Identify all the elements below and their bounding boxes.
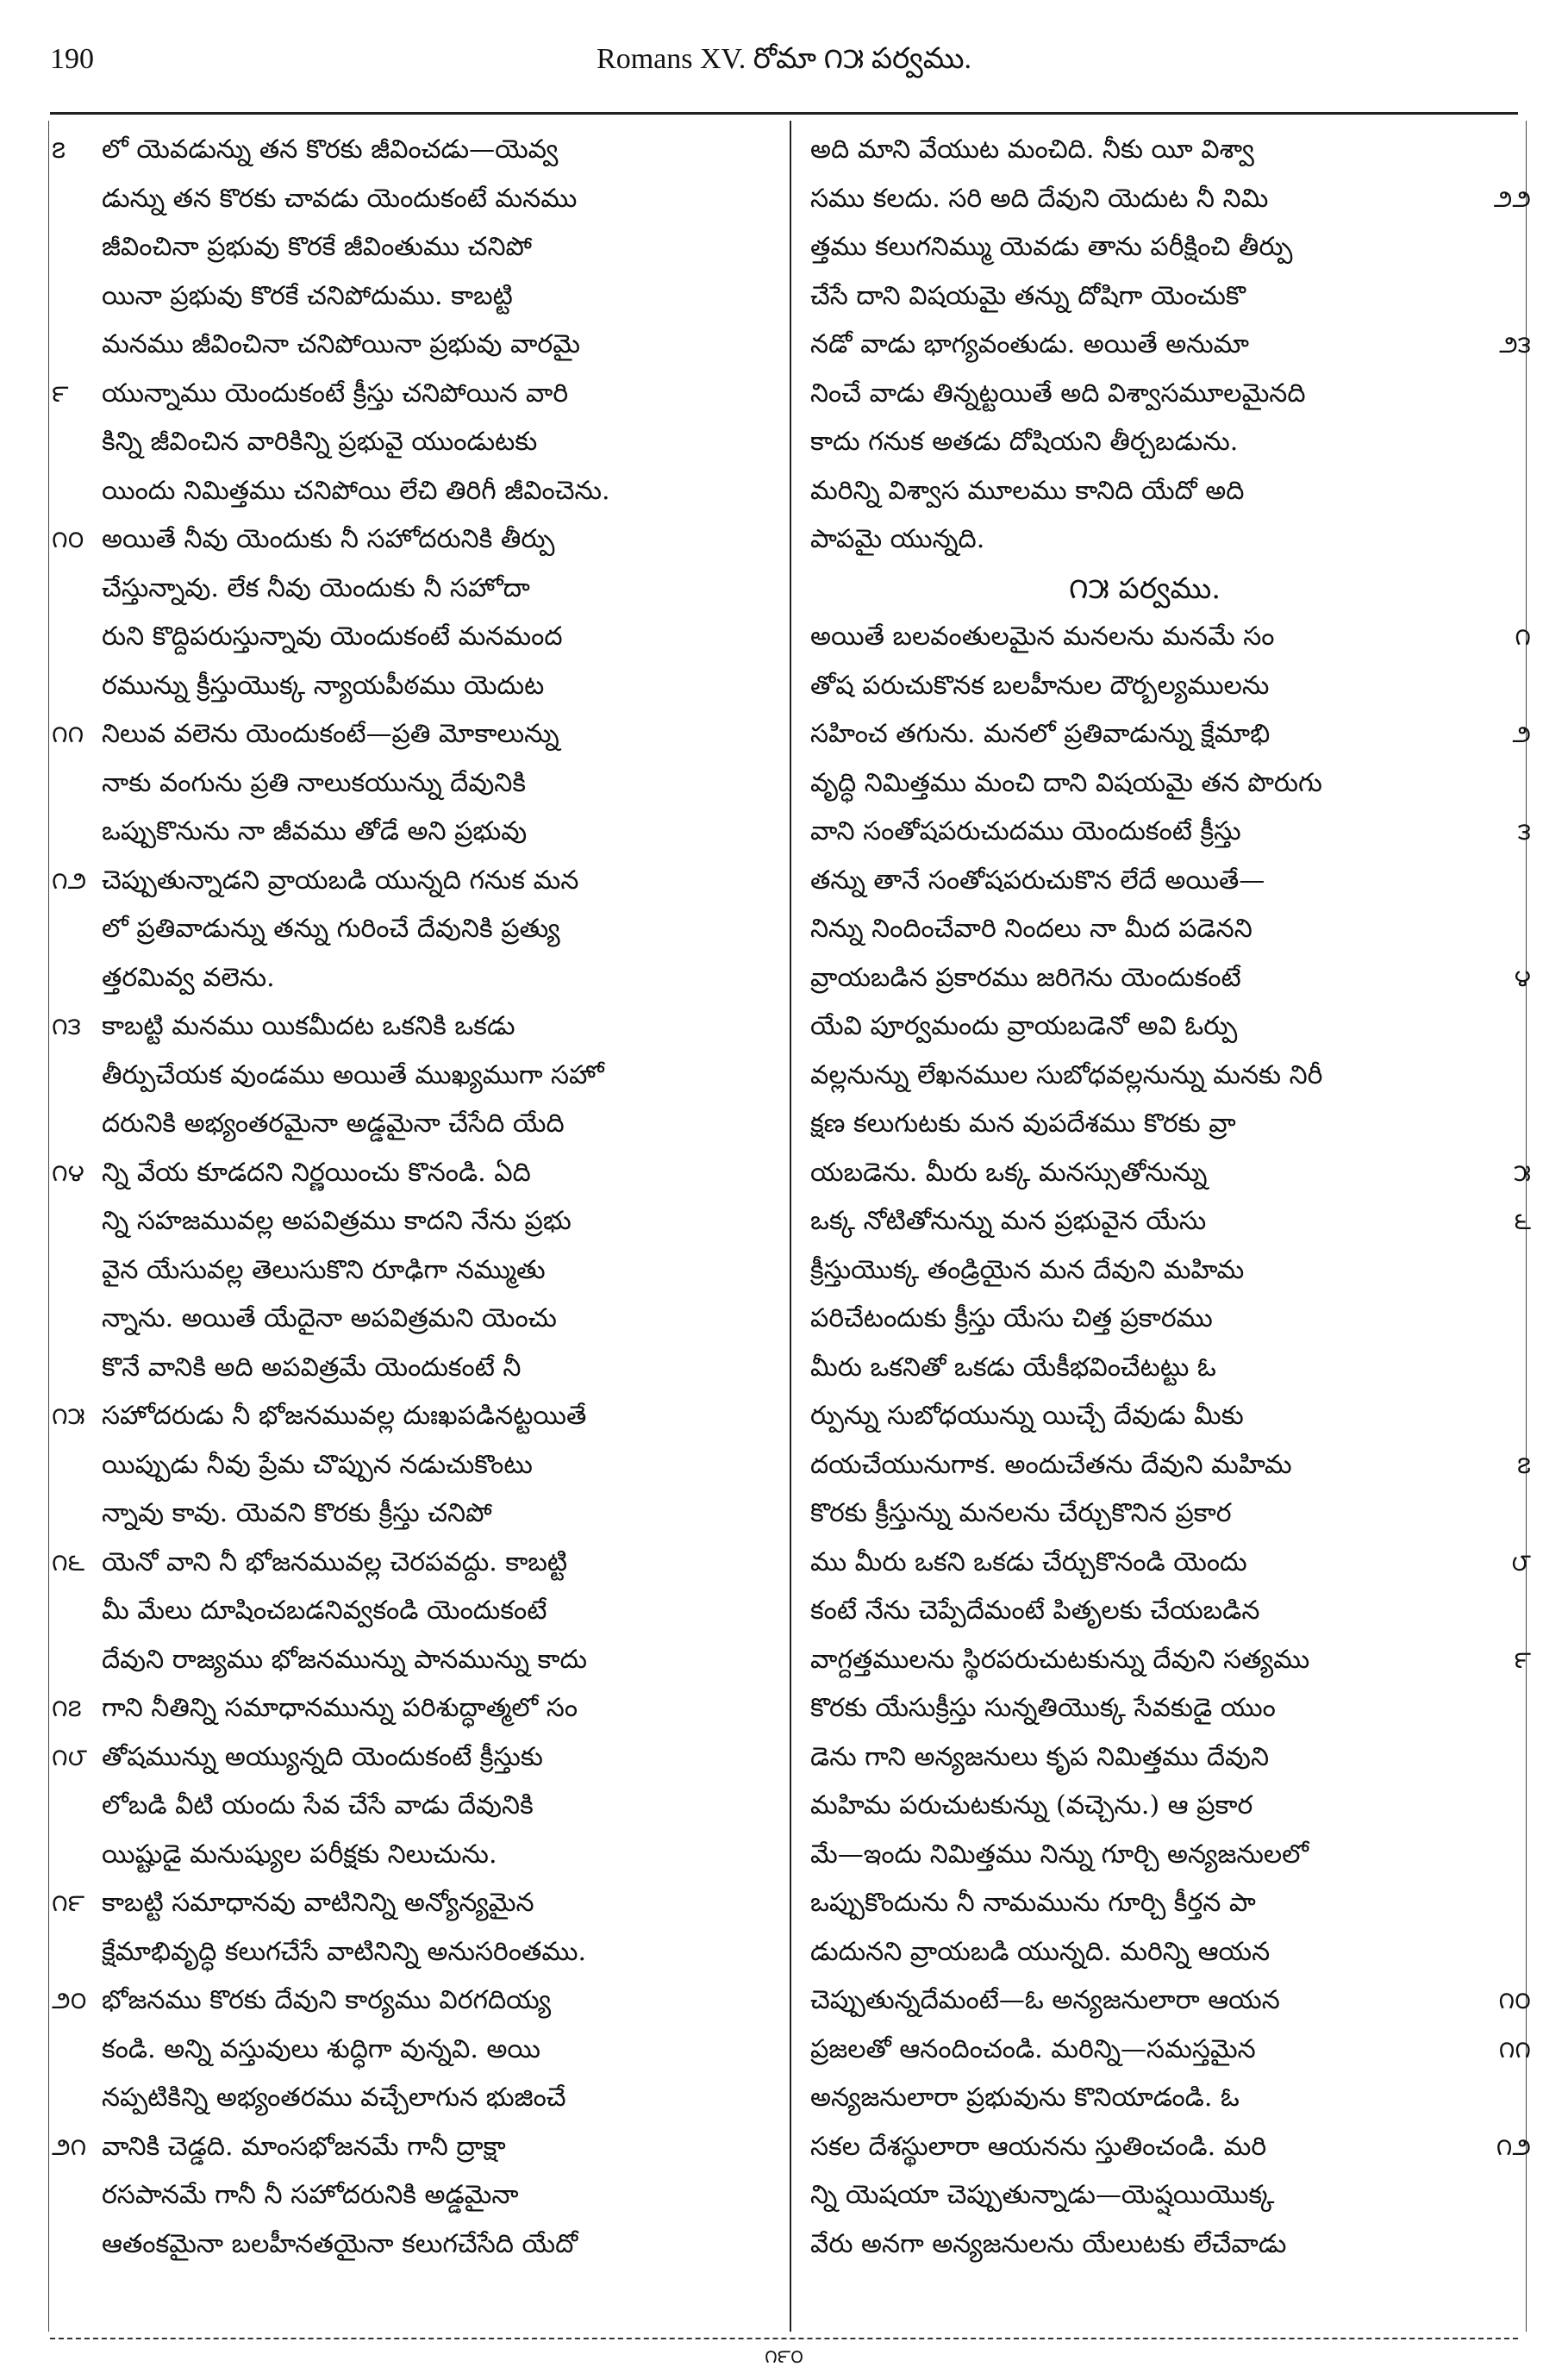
line-text: లో యెవడున్ను తన కొరకు జీవించడు—యెవ్వ bbox=[102, 134, 559, 165]
text-line bbox=[800, 1976, 1531, 2026]
line-text: డుదునని వ్రాయబడి యున్నది. మరిన్ని ఆయన bbox=[810, 1936, 1271, 1967]
line-text: కండి. అన్ని వస్తువులు శుద్ధిగా వున్నవి. అయి bbox=[102, 2033, 540, 2064]
line-text: వల్లనున్ను లేఖనముల సుబోధవల్లనున్ను మనకు నిరీ bbox=[810, 1059, 1323, 1090]
text-line bbox=[800, 1539, 1531, 1588]
line-text: దరునికి అభ్యంతరమైనా అడ్డమైనా చేసేది యేది bbox=[102, 1108, 565, 1139]
line-text: న్నాను. అయితే యేదైనా అపవిత్రమని యెంచు bbox=[102, 1303, 557, 1333]
text-line bbox=[52, 2123, 783, 2172]
verse-number: ౧౯ bbox=[52, 1889, 85, 1917]
line-text: మీరు ఒకనితో ఒకడు యేకీభవించేటట్టు ఓ bbox=[810, 1352, 1216, 1383]
line-text: న్ని వేయ కూడదని నిర్ణయించు కొనండి. ఏది bbox=[102, 1157, 531, 1188]
footer-rule bbox=[50, 2338, 1518, 2339]
text-line bbox=[52, 1831, 783, 1880]
text-line bbox=[52, 370, 783, 419]
verse-number: ౭ bbox=[1516, 1450, 1531, 1479]
line-text: ౧౫ పర్వము. bbox=[1068, 571, 1221, 606]
text-line bbox=[800, 370, 1531, 419]
line-text: సహించ తగును. మనలో ప్రతివాడున్ను క్షేమాభి bbox=[810, 719, 1271, 749]
text-line bbox=[52, 1733, 783, 1783]
text-line bbox=[800, 1149, 1531, 1198]
verse-number: ౧౨ bbox=[52, 865, 87, 895]
text-line bbox=[52, 905, 783, 954]
line-text: వ్రాయబడిన ప్రకారము జరిగెను యెందుకంటే bbox=[810, 962, 1241, 993]
text-line bbox=[52, 1636, 783, 1685]
text-line bbox=[800, 1636, 1531, 1685]
line-text: ఒక్క నోటితోనున్ను మన ప్రభువైన యేసు bbox=[810, 1206, 1207, 1236]
text-line bbox=[800, 1246, 1531, 1296]
text-line bbox=[52, 1197, 783, 1246]
line-text: దయచేయునుగాక. అందుచేతను దేవుని మహిమ bbox=[810, 1449, 1292, 1480]
text-line bbox=[52, 2074, 783, 2123]
text-line bbox=[800, 1879, 1531, 1928]
line-text: ఒప్పుకొనును నా జీవము తోడే అని ప్రభువు bbox=[102, 816, 528, 846]
text-line bbox=[800, 1831, 1531, 1880]
text-line bbox=[52, 1684, 783, 1733]
line-text: కాబట్టి మనము యికమీదట ఒకనికి ఒకడు bbox=[102, 1011, 515, 1041]
text-line bbox=[52, 2026, 783, 2075]
line-text: ర్పున్ను సుబోధయున్ను యిచ్చే దేవుడు మీకు bbox=[810, 1401, 1244, 1431]
column-divider bbox=[790, 121, 791, 2332]
line-text: అయితే బలవంతులమైన మనలను మనమే సం bbox=[810, 621, 1275, 652]
line-text: నిన్ను నిందించేవారి నిందలు నా మీద పడెనని bbox=[810, 914, 1253, 944]
verse-number: ౬ bbox=[1514, 1207, 1531, 1235]
text-line bbox=[800, 857, 1531, 906]
line-text: డున్ను తన కొరకు చావడు యెందుకంటే మనము bbox=[102, 183, 578, 214]
signature-mark: ౧౯౦ bbox=[765, 2346, 803, 2368]
line-text: జీవించినా ప్రభువు కొరకే జీవింతుము చనిపో bbox=[102, 232, 533, 262]
verse-number: ౧౫ bbox=[52, 1402, 85, 1430]
text-line bbox=[52, 2220, 783, 2270]
text-line bbox=[800, 1489, 1531, 1539]
text-line bbox=[52, 1002, 783, 1052]
text-line bbox=[52, 1344, 783, 1393]
line-text: యిష్టుడై మనుష్యుల పరీక్షకు నిలుచును. bbox=[102, 1839, 497, 1870]
verse-number: ౨౦ bbox=[52, 1986, 87, 2014]
line-text: తోషమున్ను అయ్యున్నది యెందుకంటే క్రీస్తుకు bbox=[102, 1741, 543, 1772]
text-line bbox=[800, 2123, 1531, 2172]
line-text: చెప్పుతున్నదేమంటే—ఓ అన్యజనులారా ఆయన bbox=[810, 1985, 1280, 2015]
line-text: రమున్ను క్రీస్తుయొక్క న్యాయపీఠము యెదుట bbox=[102, 670, 545, 701]
line-text: వేరు అనగా అన్యజనులను యేలుటకు లేచేవాడు bbox=[810, 2228, 1287, 2259]
text-line bbox=[52, 808, 783, 857]
line-text: వాగ్దత్తములను స్థిరపరుచుటకున్ను దేవుని సత్యము bbox=[810, 1644, 1310, 1675]
line-text: నిలువ వలెను యెందుకంటే—ప్రతి మోకాలున్ను bbox=[102, 719, 559, 749]
text-line bbox=[52, 1392, 783, 1441]
verse-number: ౨౨ bbox=[1493, 184, 1531, 213]
text-line bbox=[800, 321, 1531, 370]
line-text: కాదు గనుక అతడు దోషియని తీర్చబడును. bbox=[810, 427, 1239, 457]
line-text: యున్నాము యెందుకంటే క్రీస్తు చనిపోయిన వారి bbox=[102, 378, 569, 409]
line-text: ఒప్పుకొందును నీ నామమును గూర్చి కీర్తన పా bbox=[810, 1888, 1256, 1918]
line-text: రసపానమే గానీ నీ సహోదరునికి అడ్డమైనా bbox=[102, 2180, 519, 2210]
line-text: డెను గాని అన్యజనులు కృప నిమిత్తము దేవుని bbox=[810, 1741, 1270, 1772]
line-text: న్ని సహజమువల్ల అపవిత్రము కాదని నేను ప్రభు bbox=[102, 1206, 572, 1236]
line-text: న్ని యెషయా చెప్పుతున్నాడు—యెష్షయియొక్క bbox=[810, 2180, 1275, 2210]
line-text: యెనో వాని నీ భోజనమువల్ల చెరపవద్దు. కాబట్టి bbox=[102, 1546, 568, 1577]
text-line bbox=[800, 662, 1531, 711]
line-text: భోజనము కొరకు దేవుని కార్యము విరగదియ్య bbox=[102, 1985, 552, 2015]
line-text: క్షేమాభివృద్ధి కలుగచేసే వాటినిన్ని అనుసరింతము. bbox=[102, 1936, 587, 1967]
verse-number: ౧౪ bbox=[52, 1158, 84, 1187]
text-line bbox=[800, 2074, 1531, 2123]
line-text: సము కలదు. సరి అది దేవుని యెదుట నీ నిమి bbox=[810, 183, 1269, 214]
line-text: కొరకు యేసుక్రీస్తు సున్నతియొక్క సేవకుడై యుం bbox=[810, 1693, 1276, 1723]
verse-number: ౧౮ bbox=[52, 1742, 88, 1771]
text-line bbox=[800, 759, 1531, 809]
line-text: నడో వాడు భాగ్యవంతుడు. అయితే అనుమా bbox=[810, 329, 1250, 359]
line-text: నించే వాడు తిన్నట్టయితే అది విశ్వాసమూలమైనది bbox=[810, 378, 1306, 409]
line-text: తోష పరుచుకొనక బలహీనుల దౌర్బల్యములను bbox=[810, 670, 1270, 701]
text-line bbox=[52, 175, 783, 224]
right-column bbox=[800, 126, 1531, 2332]
page-header bbox=[50, 43, 1518, 103]
verse-number: ౮ bbox=[1511, 1547, 1531, 1577]
line-text: గాని నీతిన్ని సమాధానమున్ను పరిశుద్ధాత్మలో సం bbox=[102, 1693, 578, 1723]
verse-number: ౯ bbox=[52, 378, 69, 408]
text-line bbox=[800, 223, 1531, 272]
line-text: నప్పటికిన్ని అభ్యంతరము వచ్చేలాగున భుజించే bbox=[102, 2083, 566, 2113]
line-text: క్షణ కలుగుటకు మన వుపదేశము కొరకు వ్రా bbox=[810, 1108, 1236, 1139]
text-line bbox=[800, 1344, 1531, 1393]
verse-number: ౧౭ bbox=[52, 1694, 82, 1722]
text-line bbox=[800, 1052, 1531, 1101]
line-text: నాకు వంగును ప్రతి నాలుకయున్ను దేవునికి bbox=[102, 767, 526, 798]
text-line bbox=[800, 1441, 1531, 1490]
line-text: పాపమై యున్నది. bbox=[810, 524, 985, 554]
line-text: యిప్పుడు నీవు ప్రేమ చొప్పున నడుచుకొంటు bbox=[102, 1449, 533, 1480]
line-text: మరిన్ని విశ్వాస మూలము కానిది యేదో అది bbox=[810, 475, 1245, 506]
text-line bbox=[800, 905, 1531, 954]
line-text: సహోదరుడు నీ భోజనమువల్ల దుఃఖపడినట్టయితే bbox=[102, 1401, 587, 1431]
text-line bbox=[800, 710, 1531, 759]
line-text: న్నావు కావు. యెవని కొరకు క్రీస్తు చనిపో bbox=[102, 1498, 492, 1528]
text-line bbox=[800, 954, 1531, 1003]
verse-number: ౧౧ bbox=[1498, 2034, 1531, 2064]
line-text: లో ప్రతివాడున్ను తన్ను గురించే దేవునికి ప్రత్యు bbox=[102, 914, 560, 944]
text-line bbox=[52, 613, 783, 662]
line-text: వైన యేసువల్ల తెలుసుకొని రూఢిగా నమ్ముతు bbox=[102, 1254, 546, 1285]
text-line bbox=[52, 1052, 783, 1101]
text-line bbox=[800, 1002, 1531, 1052]
line-text: కంటే నేను చెప్పేదేమంటే పితృలకు చేయబడిన bbox=[810, 1596, 1260, 1626]
text-line bbox=[52, 223, 783, 272]
line-text: యినా ప్రభువు కొరకే చనిపోదుము. కాబట్టి bbox=[102, 280, 513, 311]
verse-number: ౧౨ bbox=[1496, 2132, 1531, 2161]
text-line bbox=[800, 1100, 1531, 1149]
text-line bbox=[52, 126, 783, 175]
line-text: చేస్తున్నావు. లేక నీవు యెందుకు నీ సహోదా bbox=[102, 572, 530, 603]
text-line bbox=[52, 515, 783, 565]
line-text: ఆతంకమైనా బలహీనతయైనా కలుగచేసేది యేదో bbox=[102, 2228, 578, 2259]
line-text: యిందు నిమిత్తము చనిపోయి లేచి తిరిగీ జీవించెను. bbox=[102, 475, 610, 506]
text-line bbox=[52, 272, 783, 322]
line-text: ప్రజలతో ఆనందించండి. మరిన్ని—సమస్తమైన bbox=[810, 2033, 1256, 2064]
text-line bbox=[52, 467, 783, 516]
line-text: వృద్ధి నిమిత్తము మంచి దాని విషయమై తన పొరుగు bbox=[810, 767, 1322, 798]
verse-number: ౧౩ bbox=[52, 1012, 81, 1040]
verse-number: ౪ bbox=[1514, 963, 1531, 992]
page-number: 190 bbox=[50, 43, 94, 75]
text-line bbox=[800, 467, 1531, 516]
text-line bbox=[800, 1684, 1531, 1733]
line-text: కాబట్టి సమాధానవు వాటినిన్ని అన్యోన్యమైన bbox=[102, 1888, 534, 1918]
line-text: ము మీరు ఒకని ఒకడు చేర్చుకొనండి యెందు bbox=[810, 1546, 1247, 1577]
line-text: మీ మేలు దూషించబడనివ్వకండి యెందుకంటే bbox=[102, 1596, 547, 1626]
line-text: రుని కొద్దిపరుస్తున్నావు యెందుకంటే మనమంద bbox=[102, 621, 563, 652]
text-line bbox=[800, 2026, 1531, 2075]
text-line bbox=[52, 1928, 783, 1977]
text-line bbox=[52, 1587, 783, 1636]
line-text: యేవి పూర్వమందు వ్రాయబడెనో అవి ఓర్పు bbox=[810, 1011, 1238, 1041]
text-line bbox=[800, 613, 1531, 662]
text-line bbox=[800, 1733, 1531, 1783]
chapter-heading bbox=[800, 565, 1531, 614]
header-rule bbox=[50, 112, 1518, 115]
text-line bbox=[800, 1782, 1531, 1831]
text-line bbox=[52, 1539, 783, 1588]
line-text: దేవుని రాజ్యము భోజనమున్ను పానమున్ను కాదు bbox=[102, 1644, 588, 1675]
line-text: లోబడి వీటి యందు సేవ చేసే వాడు దేవునికి bbox=[102, 1790, 534, 1820]
verse-number: ౨ bbox=[1512, 720, 1531, 748]
line-text: మహిమ పరుచుటకున్ను (వచ్చెను.) ఆ ప్రకార bbox=[810, 1790, 1253, 1820]
text-line bbox=[52, 662, 783, 711]
line-text: త్తరమివ్వ వలెను. bbox=[102, 962, 275, 993]
text-line bbox=[52, 857, 783, 906]
text-line bbox=[800, 2171, 1531, 2220]
verse-number: ౧౬ bbox=[52, 1547, 85, 1577]
text-line bbox=[52, 1879, 783, 1928]
text-line bbox=[800, 1587, 1531, 1636]
text-line bbox=[52, 1489, 783, 1539]
text-line bbox=[52, 954, 783, 1003]
text-line bbox=[800, 1928, 1531, 1977]
verse-number: ౩ bbox=[1517, 817, 1531, 846]
line-text: కొనే వానికి అది అపవిత్రమే యెందుకంటే నీ bbox=[102, 1352, 522, 1383]
line-text: చేసే దాని విషయమై తన్ను దోషిగా యెంచుకొ bbox=[810, 280, 1246, 311]
running-head: Romans XV. రోమా ౧౫ పర్వము. bbox=[597, 43, 971, 75]
verse-number: ౯ bbox=[1514, 1645, 1531, 1674]
line-text: మనము జీవించినా చనిపోయినా ప్రభువు వారమై bbox=[102, 329, 580, 359]
text-line bbox=[52, 1149, 783, 1198]
left-column bbox=[52, 126, 783, 2332]
verse-number: ౧ bbox=[1515, 622, 1531, 651]
text-line bbox=[800, 2220, 1531, 2270]
verse-number: ౨౧ bbox=[52, 2132, 87, 2161]
text-line bbox=[52, 321, 783, 370]
text-line bbox=[800, 515, 1531, 565]
line-text: కిన్ని జీవించిన వారికిన్ని ప్రభువై యుండుటకు bbox=[102, 427, 538, 457]
text-line bbox=[52, 1976, 783, 2026]
line-text: త్తము కలుగనిమ్ము యెవడు తాను పరీక్షించి తీర్పు bbox=[810, 232, 1293, 262]
text-line bbox=[800, 1295, 1531, 1344]
line-text: అది మాని వేయుట మంచిది. నీకు యీ విశ్వా bbox=[810, 134, 1254, 165]
text-line bbox=[52, 2171, 783, 2220]
line-text: తన్ను తానే సంతోషపరుచుకొన లేదే అయితే— bbox=[810, 865, 1265, 896]
verse-number: ౧౦ bbox=[1498, 1986, 1531, 2014]
text-line bbox=[52, 1246, 783, 1296]
text-line bbox=[800, 418, 1531, 467]
text-line bbox=[800, 175, 1531, 224]
text-line bbox=[800, 272, 1531, 322]
line-text: పరిచేటందుకు క్రీస్తు యేసు చిత్త ప్రకారము bbox=[810, 1303, 1213, 1333]
verse-number: ౨౩ bbox=[1499, 330, 1531, 359]
line-text: చెప్పుతున్నాడని వ్రాయబడి యున్నది గనుక మన bbox=[102, 865, 579, 896]
left-frame-rule bbox=[48, 121, 49, 2332]
text-line bbox=[800, 126, 1531, 175]
line-text: మే—ఇందు నిమిత్తము నిన్ను గూర్చి అన్యజనులలో bbox=[810, 1839, 1309, 1870]
line-text: క్రీస్తుయొక్క తండ్రియైన మన దేవుని మహిమ bbox=[810, 1254, 1245, 1285]
line-text: తీర్పుచేయక వుండము అయితే ముఖ్యముగా సహో bbox=[102, 1059, 604, 1090]
line-text: వానికి చెడ్డది. మాంసభోజనమే గానీ ద్రాక్షా bbox=[102, 2131, 506, 2162]
text-line bbox=[52, 418, 783, 467]
text-line bbox=[800, 1392, 1531, 1441]
text-line bbox=[52, 1100, 783, 1149]
verse-number: ౧౦ bbox=[52, 525, 84, 553]
text-line bbox=[52, 1782, 783, 1831]
text-line bbox=[800, 808, 1531, 857]
line-text: అయితే నీవు యెందుకు నీ సహోదరునికి తీర్పు bbox=[102, 524, 555, 554]
line-text: సకల దేశస్థులారా ఆయనను స్తుతించండి. మరి bbox=[810, 2131, 1267, 2162]
text-line bbox=[52, 1441, 783, 1490]
text-line bbox=[800, 1197, 1531, 1246]
line-text: యబడెను. మీరు ఒక్క మనస్సుతోనున్ను bbox=[810, 1157, 1208, 1188]
text-line bbox=[52, 759, 783, 809]
text-line bbox=[52, 1295, 783, 1344]
line-text: అన్యజనులారా ప్రభువును కొనియాడండి. ఓ bbox=[810, 2083, 1240, 2113]
line-text: కొరకు క్రీస్తున్ను మనలను చేర్చుకొనిన ప్రకార bbox=[810, 1498, 1232, 1528]
text-line bbox=[52, 565, 783, 614]
text-line bbox=[52, 710, 783, 759]
verse-number: ౫ bbox=[1514, 1158, 1531, 1187]
verse-number: ౧౧ bbox=[52, 720, 84, 748]
line-text: వాని సంతోషపరుచుదము యెందుకంటే క్రీస్తు bbox=[810, 816, 1241, 846]
verse-number: ౭ bbox=[52, 135, 66, 164]
